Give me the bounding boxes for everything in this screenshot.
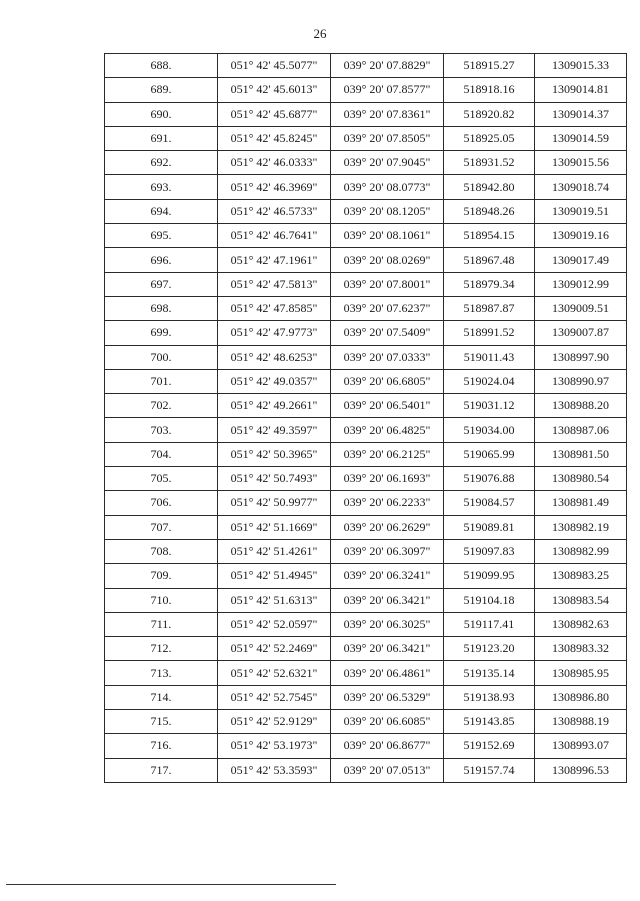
longitude-cell: 039° 20' 08.0269"	[331, 248, 444, 272]
y-coordinate-cell: 1308982.99	[535, 539, 627, 563]
x-coordinate-cell: 519034.00	[444, 418, 535, 442]
latitude-cell: 051° 42' 52.7545"	[218, 685, 331, 709]
point-number-cell: 717.	[105, 758, 218, 782]
longitude-cell: 039° 20' 06.4825"	[331, 418, 444, 442]
x-coordinate-cell: 518931.52	[444, 151, 535, 175]
longitude-cell: 039° 20' 07.5409"	[331, 321, 444, 345]
y-coordinate-cell: 1309014.59	[535, 126, 627, 150]
page-number: 26	[313, 26, 327, 41]
latitude-cell: 051° 42' 47.5813"	[218, 272, 331, 296]
point-number-cell: 697.	[105, 272, 218, 296]
longitude-cell: 039° 20' 06.5329"	[331, 685, 444, 709]
x-coordinate-cell: 519157.74	[444, 758, 535, 782]
y-coordinate-cell: 1308983.25	[535, 564, 627, 588]
point-number-cell: 710.	[105, 588, 218, 612]
latitude-cell: 051° 42' 50.3965"	[218, 442, 331, 466]
longitude-cell: 039° 20' 07.8361"	[331, 102, 444, 126]
longitude-cell: 039° 20' 06.4861"	[331, 661, 444, 685]
longitude-cell: 039° 20' 06.1693"	[331, 467, 444, 491]
longitude-cell: 039° 20' 07.9045"	[331, 151, 444, 175]
x-coordinate-cell: 519065.99	[444, 442, 535, 466]
table-row	[105, 539, 627, 563]
x-coordinate-cell: 518918.16	[444, 78, 535, 102]
point-number-cell: 692.	[105, 151, 218, 175]
x-coordinate-cell: 519152.69	[444, 734, 535, 758]
latitude-cell: 051° 42' 53.3593"	[218, 758, 331, 782]
y-coordinate-cell: 1308981.50	[535, 442, 627, 466]
y-coordinate-cell: 1308987.06	[535, 418, 627, 442]
table-row	[105, 637, 627, 661]
latitude-cell: 051° 42' 45.8245"	[218, 126, 331, 150]
point-number-cell: 715.	[105, 710, 218, 734]
y-coordinate-cell: 1309019.16	[535, 224, 627, 248]
point-number-cell: 699.	[105, 321, 218, 345]
point-number-cell: 709.	[105, 564, 218, 588]
x-coordinate-cell: 518920.82	[444, 102, 535, 126]
longitude-cell: 039° 20' 07.8829"	[331, 54, 444, 78]
table-row	[105, 321, 627, 345]
y-coordinate-cell: 1309007.87	[535, 321, 627, 345]
longitude-cell: 039° 20' 06.8677"	[331, 734, 444, 758]
longitude-cell: 039° 20' 06.3097"	[331, 539, 444, 563]
x-coordinate-cell: 518915.27	[444, 54, 535, 78]
y-coordinate-cell: 1309015.33	[535, 54, 627, 78]
latitude-cell: 051° 42' 47.8585"	[218, 296, 331, 320]
longitude-cell: 039° 20' 06.6805"	[331, 369, 444, 393]
table-row	[105, 102, 627, 126]
latitude-cell: 051° 42' 51.6313"	[218, 588, 331, 612]
y-coordinate-cell: 1308993.07	[535, 734, 627, 758]
latitude-cell: 051° 42' 45.6013"	[218, 78, 331, 102]
point-number-cell: 700.	[105, 345, 218, 369]
point-number-cell: 688.	[105, 54, 218, 78]
latitude-cell: 051° 42' 52.9129"	[218, 710, 331, 734]
point-number-cell: 712.	[105, 637, 218, 661]
latitude-cell: 051° 42' 52.0597"	[218, 612, 331, 636]
table-row	[105, 442, 627, 466]
latitude-cell: 051° 42' 47.9773"	[218, 321, 331, 345]
table-row	[105, 272, 627, 296]
latitude-cell: 051° 42' 46.5733"	[218, 199, 331, 223]
x-coordinate-cell: 519097.83	[444, 539, 535, 563]
longitude-cell: 039° 20' 07.0513"	[331, 758, 444, 782]
point-number-cell: 711.	[105, 612, 218, 636]
latitude-cell: 051° 42' 49.3597"	[218, 418, 331, 442]
x-coordinate-cell: 518967.48	[444, 248, 535, 272]
latitude-cell: 051° 42' 49.2661"	[218, 394, 331, 418]
y-coordinate-cell: 1309009.51	[535, 296, 627, 320]
point-number-cell: 698.	[105, 296, 218, 320]
latitude-cell: 051° 42' 45.5077"	[218, 54, 331, 78]
y-coordinate-cell: 1308988.19	[535, 710, 627, 734]
longitude-cell: 039° 20' 07.8577"	[331, 78, 444, 102]
latitude-cell: 051° 42' 50.9977"	[218, 491, 331, 515]
latitude-cell: 051° 42' 51.4945"	[218, 564, 331, 588]
point-number-cell: 696.	[105, 248, 218, 272]
y-coordinate-cell: 1309014.37	[535, 102, 627, 126]
point-number-cell: 703.	[105, 418, 218, 442]
y-coordinate-cell: 1308980.54	[535, 467, 627, 491]
point-number-cell: 691.	[105, 126, 218, 150]
table-row	[105, 175, 627, 199]
table-row	[105, 248, 627, 272]
point-number-cell: 714.	[105, 685, 218, 709]
y-coordinate-cell: 1309012.99	[535, 272, 627, 296]
point-number-cell: 689.	[105, 78, 218, 102]
table-row	[105, 54, 627, 78]
x-coordinate-cell: 519135.14	[444, 661, 535, 685]
latitude-cell: 051° 42' 48.6253"	[218, 345, 331, 369]
longitude-cell: 039° 20' 06.2233"	[331, 491, 444, 515]
table-row	[105, 612, 627, 636]
y-coordinate-cell: 1308981.49	[535, 491, 627, 515]
table-row	[105, 661, 627, 685]
y-coordinate-cell: 1308997.90	[535, 345, 627, 369]
y-coordinate-cell: 1309018.74	[535, 175, 627, 199]
x-coordinate-cell: 519031.12	[444, 394, 535, 418]
table-row	[105, 394, 627, 418]
point-number-cell: 704.	[105, 442, 218, 466]
y-coordinate-cell: 1309017.49	[535, 248, 627, 272]
point-number-cell: 707.	[105, 515, 218, 539]
longitude-cell: 039° 20' 07.8505"	[331, 126, 444, 150]
longitude-cell: 039° 20' 08.1061"	[331, 224, 444, 248]
y-coordinate-cell: 1308983.32	[535, 637, 627, 661]
table-row	[105, 78, 627, 102]
x-coordinate-cell: 519024.04	[444, 369, 535, 393]
longitude-cell: 039° 20' 08.1205"	[331, 199, 444, 223]
table-row	[105, 588, 627, 612]
point-number-cell: 706.	[105, 491, 218, 515]
table-row	[105, 151, 627, 175]
y-coordinate-cell: 1308985.95	[535, 661, 627, 685]
point-number-cell: 716.	[105, 734, 218, 758]
point-number-cell: 694.	[105, 199, 218, 223]
x-coordinate-cell: 519138.93	[444, 685, 535, 709]
x-coordinate-cell: 519084.57	[444, 491, 535, 515]
x-coordinate-cell: 519123.20	[444, 637, 535, 661]
y-coordinate-cell: 1308982.63	[535, 612, 627, 636]
table-row	[105, 758, 627, 782]
x-coordinate-cell: 519117.41	[444, 612, 535, 636]
x-coordinate-cell: 518948.26	[444, 199, 535, 223]
table-row	[105, 296, 627, 320]
footer-rule	[6, 884, 336, 885]
point-number-cell: 695.	[105, 224, 218, 248]
y-coordinate-cell: 1309014.81	[535, 78, 627, 102]
longitude-cell: 039° 20' 06.2629"	[331, 515, 444, 539]
longitude-cell: 039° 20' 07.0333"	[331, 345, 444, 369]
longitude-cell: 039° 20' 06.3241"	[331, 564, 444, 588]
x-coordinate-cell: 518942.80	[444, 175, 535, 199]
table-row	[105, 126, 627, 150]
longitude-cell: 039° 20' 06.6085"	[331, 710, 444, 734]
latitude-cell: 051° 42' 51.1669"	[218, 515, 331, 539]
latitude-cell: 051° 42' 46.7641"	[218, 224, 331, 248]
point-number-cell: 708.	[105, 539, 218, 563]
latitude-cell: 051° 42' 50.7493"	[218, 467, 331, 491]
table-row	[105, 224, 627, 248]
coordinates-table-body	[105, 54, 627, 783]
table-row	[105, 710, 627, 734]
x-coordinate-cell: 519076.88	[444, 467, 535, 491]
x-coordinate-cell: 519104.18	[444, 588, 535, 612]
coordinates-table	[104, 53, 627, 783]
table-row	[105, 491, 627, 515]
x-coordinate-cell: 519011.43	[444, 345, 535, 369]
x-coordinate-cell: 518925.05	[444, 126, 535, 150]
latitude-cell: 051° 42' 45.6877"	[218, 102, 331, 126]
table-row	[105, 685, 627, 709]
longitude-cell: 039° 20' 06.3025"	[331, 612, 444, 636]
y-coordinate-cell: 1308983.54	[535, 588, 627, 612]
x-coordinate-cell: 519089.81	[444, 515, 535, 539]
longitude-cell: 039° 20' 07.8001"	[331, 272, 444, 296]
point-number-cell: 702.	[105, 394, 218, 418]
x-coordinate-cell: 519099.95	[444, 564, 535, 588]
x-coordinate-cell: 518979.34	[444, 272, 535, 296]
latitude-cell: 051° 42' 53.1973"	[218, 734, 331, 758]
y-coordinate-cell: 1308996.53	[535, 758, 627, 782]
longitude-cell: 039° 20' 06.3421"	[331, 588, 444, 612]
y-coordinate-cell: 1308990.97	[535, 369, 627, 393]
latitude-cell: 051° 42' 49.0357"	[218, 369, 331, 393]
table-row	[105, 418, 627, 442]
point-number-cell: 690.	[105, 102, 218, 126]
y-coordinate-cell: 1309019.51	[535, 199, 627, 223]
latitude-cell: 051° 42' 46.0333"	[218, 151, 331, 175]
longitude-cell: 039° 20' 06.3421"	[331, 637, 444, 661]
longitude-cell: 039° 20' 07.6237"	[331, 296, 444, 320]
point-number-cell: 693.	[105, 175, 218, 199]
x-coordinate-cell: 518987.87	[444, 296, 535, 320]
table-row	[105, 734, 627, 758]
longitude-cell: 039° 20' 08.0773"	[331, 175, 444, 199]
y-coordinate-cell: 1309015.56	[535, 151, 627, 175]
latitude-cell: 051° 42' 51.4261"	[218, 539, 331, 563]
point-number-cell: 705.	[105, 467, 218, 491]
table-row	[105, 345, 627, 369]
table-row	[105, 369, 627, 393]
longitude-cell: 039° 20' 06.5401"	[331, 394, 444, 418]
latitude-cell: 051° 42' 52.6321"	[218, 661, 331, 685]
longitude-cell: 039° 20' 06.2125"	[331, 442, 444, 466]
point-number-cell: 713.	[105, 661, 218, 685]
table-row	[105, 467, 627, 491]
y-coordinate-cell: 1308986.80	[535, 685, 627, 709]
y-coordinate-cell: 1308988.20	[535, 394, 627, 418]
x-coordinate-cell: 519143.85	[444, 710, 535, 734]
table-row	[105, 564, 627, 588]
latitude-cell: 051° 42' 52.2469"	[218, 637, 331, 661]
table-row	[105, 199, 627, 223]
y-coordinate-cell: 1308982.19	[535, 515, 627, 539]
point-number-cell: 701.	[105, 369, 218, 393]
table-row	[105, 515, 627, 539]
x-coordinate-cell: 518991.52	[444, 321, 535, 345]
latitude-cell: 051° 42' 46.3969"	[218, 175, 331, 199]
x-coordinate-cell: 518954.15	[444, 224, 535, 248]
latitude-cell: 051° 42' 47.1961"	[218, 248, 331, 272]
